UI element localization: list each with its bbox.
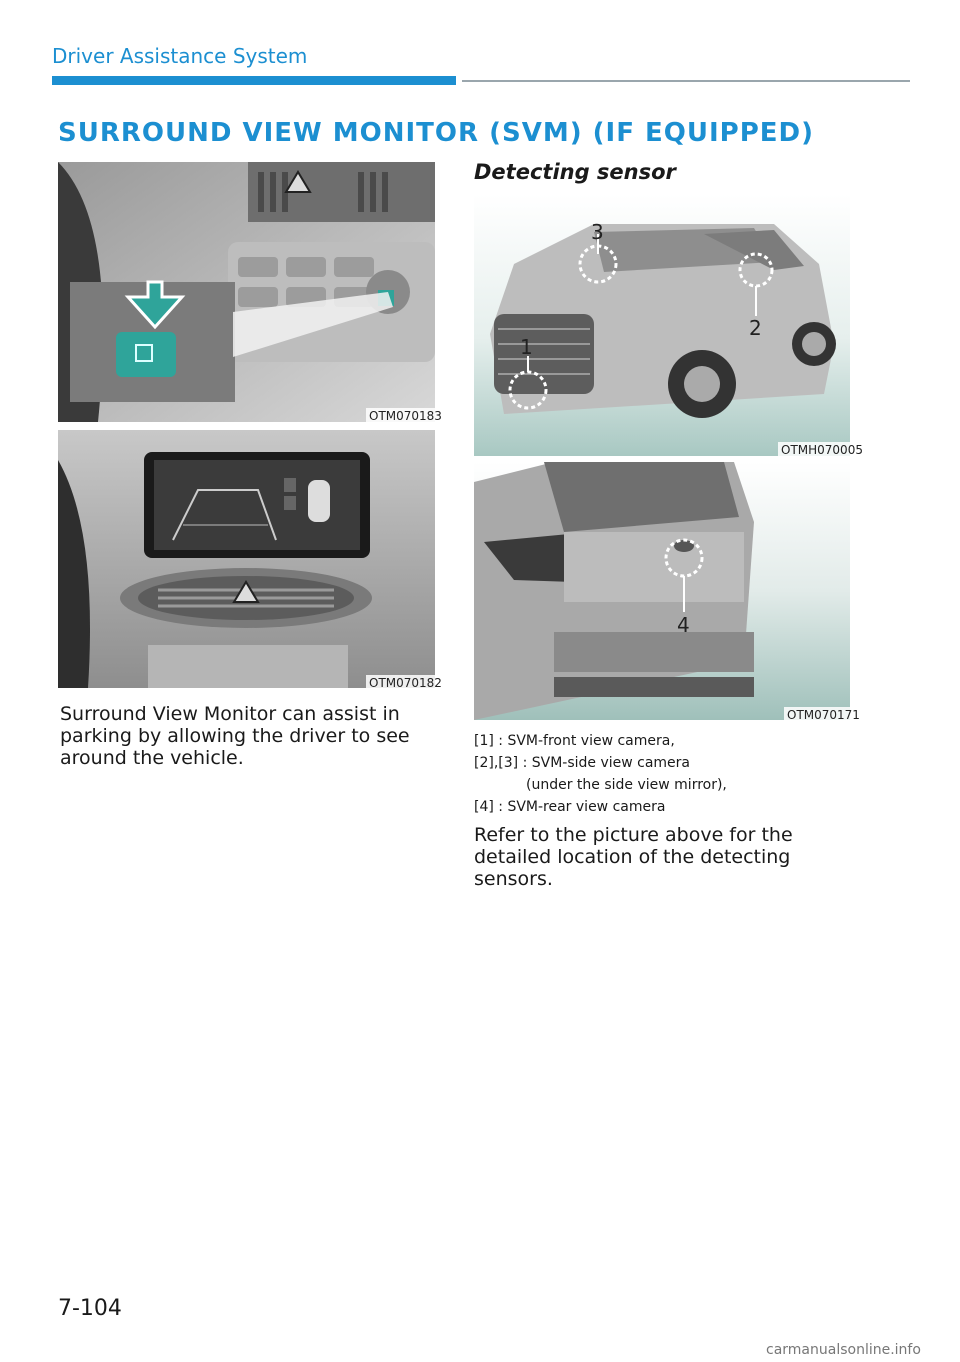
figure-front-cameras	[474, 194, 850, 456]
paragraph-line: parking by allowing the driver to see	[60, 725, 410, 747]
section-title: SURROUND VIEW MONITOR (SVM) (IF EQUIPPED)	[58, 118, 814, 148]
paragraph-line: detailed location of the detecting	[474, 846, 791, 868]
paragraph-line: sensors.	[474, 868, 553, 890]
figure-svm-display	[58, 430, 435, 688]
paragraph-line: Surround View Monitor can assist in	[60, 703, 400, 725]
figure-code-1: OTM070183	[366, 408, 445, 424]
right-paragraph	[474, 824, 793, 890]
figure-code-4: OTM070171	[784, 707, 863, 723]
legend-item: [4] : SVM-rear view camera	[474, 799, 666, 815]
figure-code-3: OTMH070005	[778, 442, 866, 458]
subheading-detecting-sensor: Detecting sensor	[474, 160, 676, 184]
page-number: 7-104	[58, 1296, 122, 1321]
left-paragraph	[60, 703, 410, 769]
legend-item: [1] : SVM-front view camera,	[474, 733, 675, 749]
figure-rear-camera	[474, 462, 850, 720]
legend-item: (under the side view mirror),	[526, 777, 727, 793]
paragraph-line: Refer to the picture above for the	[474, 824, 793, 846]
header-rule	[462, 80, 910, 82]
figure-code-2: OTM070182	[366, 675, 445, 691]
callout-2: 2	[749, 316, 762, 340]
camera-legend	[474, 730, 727, 818]
legend-item: [2],[3] : SVM-side view camera	[474, 755, 691, 771]
callout-1: 1	[520, 335, 533, 359]
figure-svm-switch	[58, 162, 435, 422]
header-title: Driver Assistance System	[52, 44, 308, 68]
watermark: carmanualsonline.info	[766, 1342, 921, 1358]
header-rule-accent	[52, 76, 456, 85]
paragraph-line: around the vehicle.	[60, 747, 244, 769]
callout-4: 4	[677, 613, 690, 637]
callout-3: 3	[591, 220, 604, 244]
